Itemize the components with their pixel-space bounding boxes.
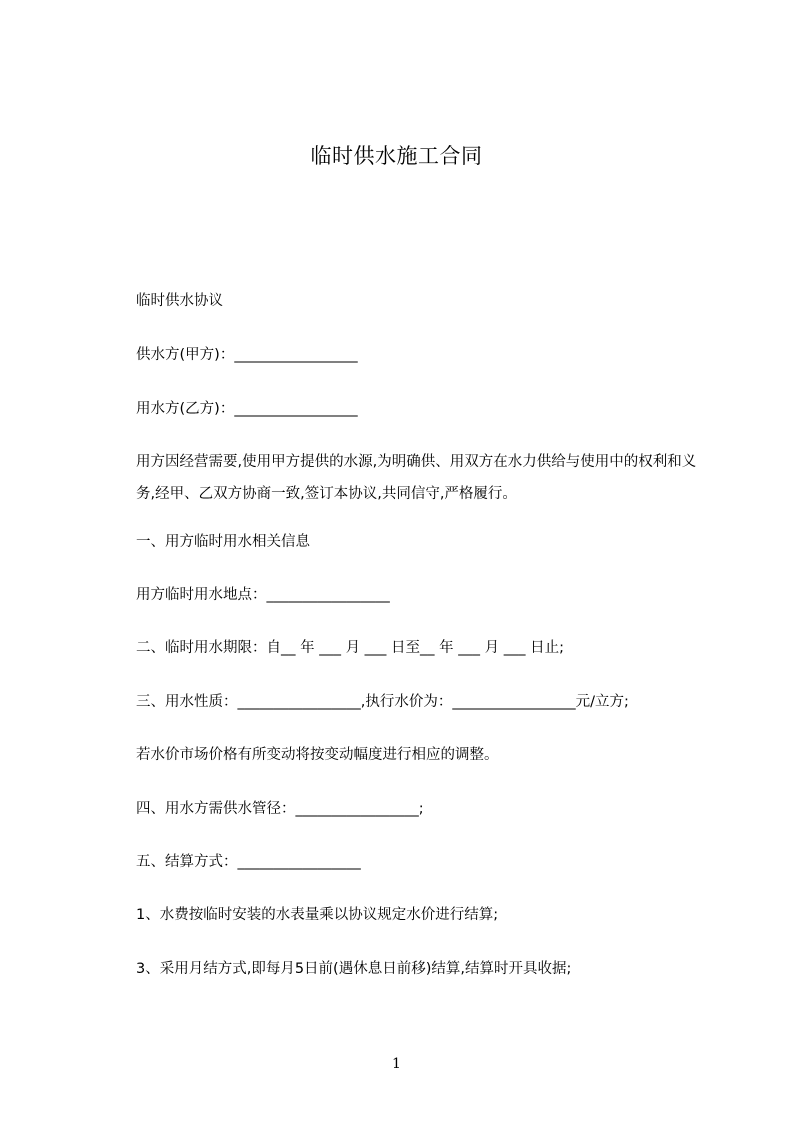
- agreement-subtitle: 临时供水协议: [136, 293, 223, 309]
- page-number: 1: [392, 1056, 401, 1072]
- party-b-line: 用水方(乙方)：_________________: [136, 401, 358, 417]
- water-location-line: 用方临时用水地点：_________________: [136, 587, 390, 603]
- document-title: 临时供水施工合同: [310, 144, 483, 168]
- section-1-heading: 一、用方临时用水相关信息: [136, 534, 310, 550]
- intro-paragraph: 用方因经营需要,使用甲方提供的水源,为明确供、用双方在水力供给与使用中的权利和义务,经甲、乙双方协商一致,签订本协议,共同信守,严格履行。: [136, 454, 697, 502]
- section-4-pipe-line: 四、用水方需供水管径：_________________;: [136, 801, 424, 817]
- section-3-usage-line: 三、用水性质：_________________,执行水价为：_________________元/立方;: [136, 694, 629, 710]
- price-adjustment-line: 若水价市场价格有所变动将按变动幅度进行相应的调整。: [136, 747, 499, 763]
- settlement-clause-3: 3、采用月结方式,即每月5日前(遇休息日前移)结算,结算时开具收据;: [136, 961, 572, 977]
- section-2-period-line: 二、临时用水期限：自__ 年 ___ 月 ___ 日至__ 年 ___ 月 ___ 日止;: [136, 640, 564, 656]
- party-a-line: 供水方(甲方)：_________________: [136, 347, 358, 363]
- settlement-clause-1: 1、水费按临时安装的水表量乘以协议规定水价进行结算;: [136, 907, 499, 923]
- section-5-settlement-line: 五、结算方式：_________________: [136, 854, 361, 870]
